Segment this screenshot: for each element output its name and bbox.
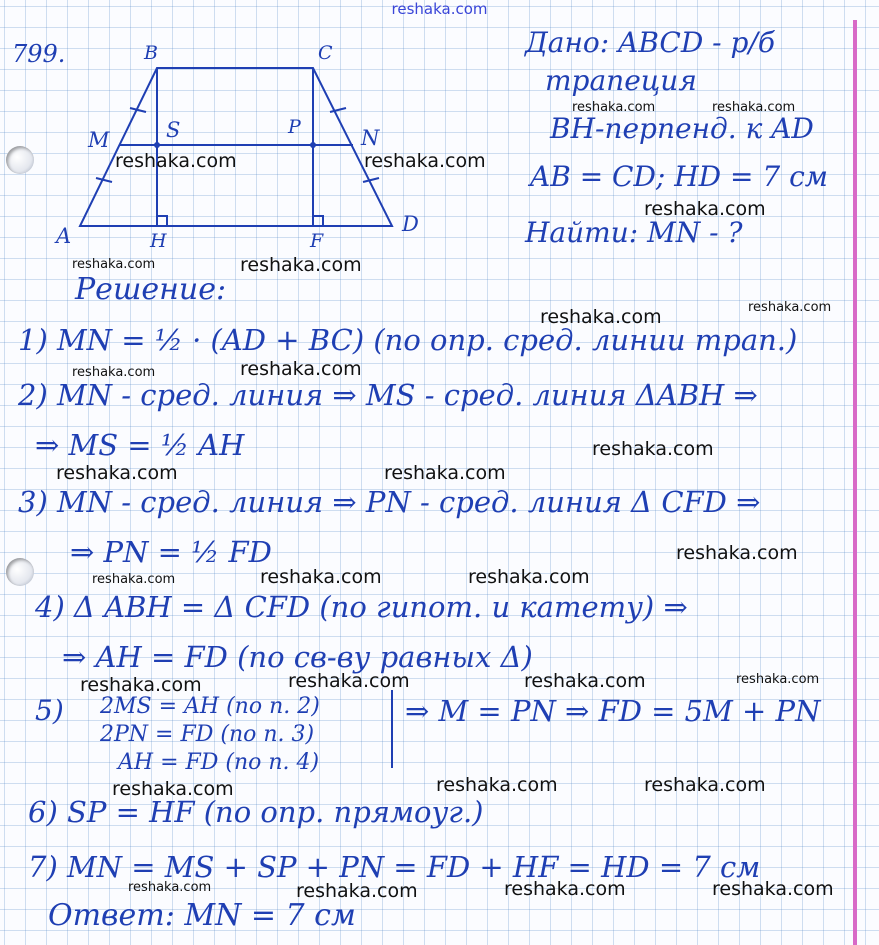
watermark: reshaka.com xyxy=(504,878,626,900)
watermark: reshaka.com xyxy=(288,670,410,692)
watermark: reshaka.com xyxy=(644,774,766,796)
vertex-label-c: C xyxy=(318,42,333,64)
solution-step-2a: 2) MN - сред. линия ⇒ MS - сред. линия ΔABH ⇒ xyxy=(18,378,758,412)
vertex-label-d: D xyxy=(402,212,419,236)
solution-step-2b: ⇒ MS = ½ AH xyxy=(35,428,245,462)
vertex-label-p: P xyxy=(288,116,301,138)
watermark: reshaka.com xyxy=(364,150,486,172)
watermark: reshaka.com xyxy=(592,438,714,460)
watermark: reshaka.com xyxy=(540,306,662,328)
right-angle-h xyxy=(157,216,167,226)
watermark: reshaka.com xyxy=(712,100,796,115)
given-line-2: трапеция xyxy=(545,64,697,97)
watermark: reshaka.com xyxy=(56,462,178,484)
solution-step-5-result: ⇒ M = PN ⇒ FD = 5M + PN xyxy=(405,694,821,728)
given-line-4: AB = CD; HD = 7 см xyxy=(530,160,829,193)
point-s xyxy=(154,142,160,148)
vertex-label-b: B xyxy=(144,42,158,64)
solution-step-4b: ⇒ AH = FD (по св-ву равных Δ) xyxy=(62,640,533,674)
watermark: reshaka.com xyxy=(72,365,156,380)
solution-step-5b: 2PN = FD (по п. 3) xyxy=(100,722,315,747)
watermark: reshaka.com xyxy=(676,542,798,564)
site-header-watermark: reshaka.com xyxy=(391,0,488,18)
solution-step-6: 6) SP = HF (по опр. прямоуг.) xyxy=(28,795,484,829)
given-line-1: Дано: ABCD - р/б xyxy=(525,26,775,59)
solution-step-1: 1) MN = ½ · (AD + BC) (по опр. сред. линии трап.) xyxy=(18,323,798,357)
watermark: reshaka.com xyxy=(712,878,834,900)
watermark: reshaka.com xyxy=(436,774,558,796)
watermark: reshaka.com xyxy=(72,257,156,272)
point-p xyxy=(310,142,316,148)
vertex-label-f: F xyxy=(310,230,324,252)
problem-number: 799. xyxy=(12,40,66,68)
solution-step-5c: AH = FD (по п. 4) xyxy=(118,750,320,775)
watermark: reshaka.com xyxy=(296,880,418,902)
watermark: reshaka.com xyxy=(524,670,646,692)
watermark: reshaka.com xyxy=(468,566,590,588)
watermark: reshaka.com xyxy=(260,566,382,588)
watermark: reshaka.com xyxy=(112,778,234,800)
solution-step-7: 7) MN = MS + SP + PN = FD + HF = HD = 7 см xyxy=(28,850,761,884)
answer-line: Ответ: MN = 7 см xyxy=(48,898,356,933)
watermark: reshaka.com xyxy=(80,674,202,696)
watermark: reshaka.com xyxy=(115,150,237,172)
watermark: reshaka.com xyxy=(128,880,212,895)
watermark: reshaka.com xyxy=(240,358,362,380)
solution-heading: Решение: xyxy=(75,272,227,307)
given-line-5: Найти: MN - ? xyxy=(525,216,743,249)
watermark: reshaka.com xyxy=(644,198,766,220)
solution-step-4a: 4) Δ ABH = Δ CFD (по гипот. и катету) ⇒ xyxy=(35,590,688,624)
watermark: reshaka.com xyxy=(92,572,176,587)
solution-step-5a: 2MS = AH (по п. 2) xyxy=(100,694,320,719)
vertex-label-h: H xyxy=(150,230,167,252)
solution-step-3a: 3) MN - сред. линия ⇒ PN - сред. линия Δ CFD ⇒ xyxy=(18,485,761,519)
tick-cd-lower xyxy=(363,178,379,182)
watermark: reshaka.com xyxy=(384,462,506,484)
solution-step-5-number: 5) xyxy=(35,694,64,727)
watermark: reshaka.com xyxy=(572,100,656,115)
trapezoid-outline xyxy=(80,68,392,226)
step-5-brace xyxy=(391,690,393,768)
watermark: reshaka.com xyxy=(736,672,820,687)
watermark: reshaka.com xyxy=(240,254,362,276)
vertex-label-n: N xyxy=(361,126,380,150)
right-angle-f xyxy=(313,216,323,226)
vertex-label-m: M xyxy=(88,128,110,152)
solution-step-3b: ⇒ PN = ½ FD xyxy=(70,535,272,569)
given-line-3: BH-перпенд. к AD xyxy=(550,112,814,145)
vertex-label-s: S xyxy=(166,118,181,142)
vertex-label-a: A xyxy=(56,224,72,248)
watermark: reshaka.com xyxy=(748,300,832,315)
